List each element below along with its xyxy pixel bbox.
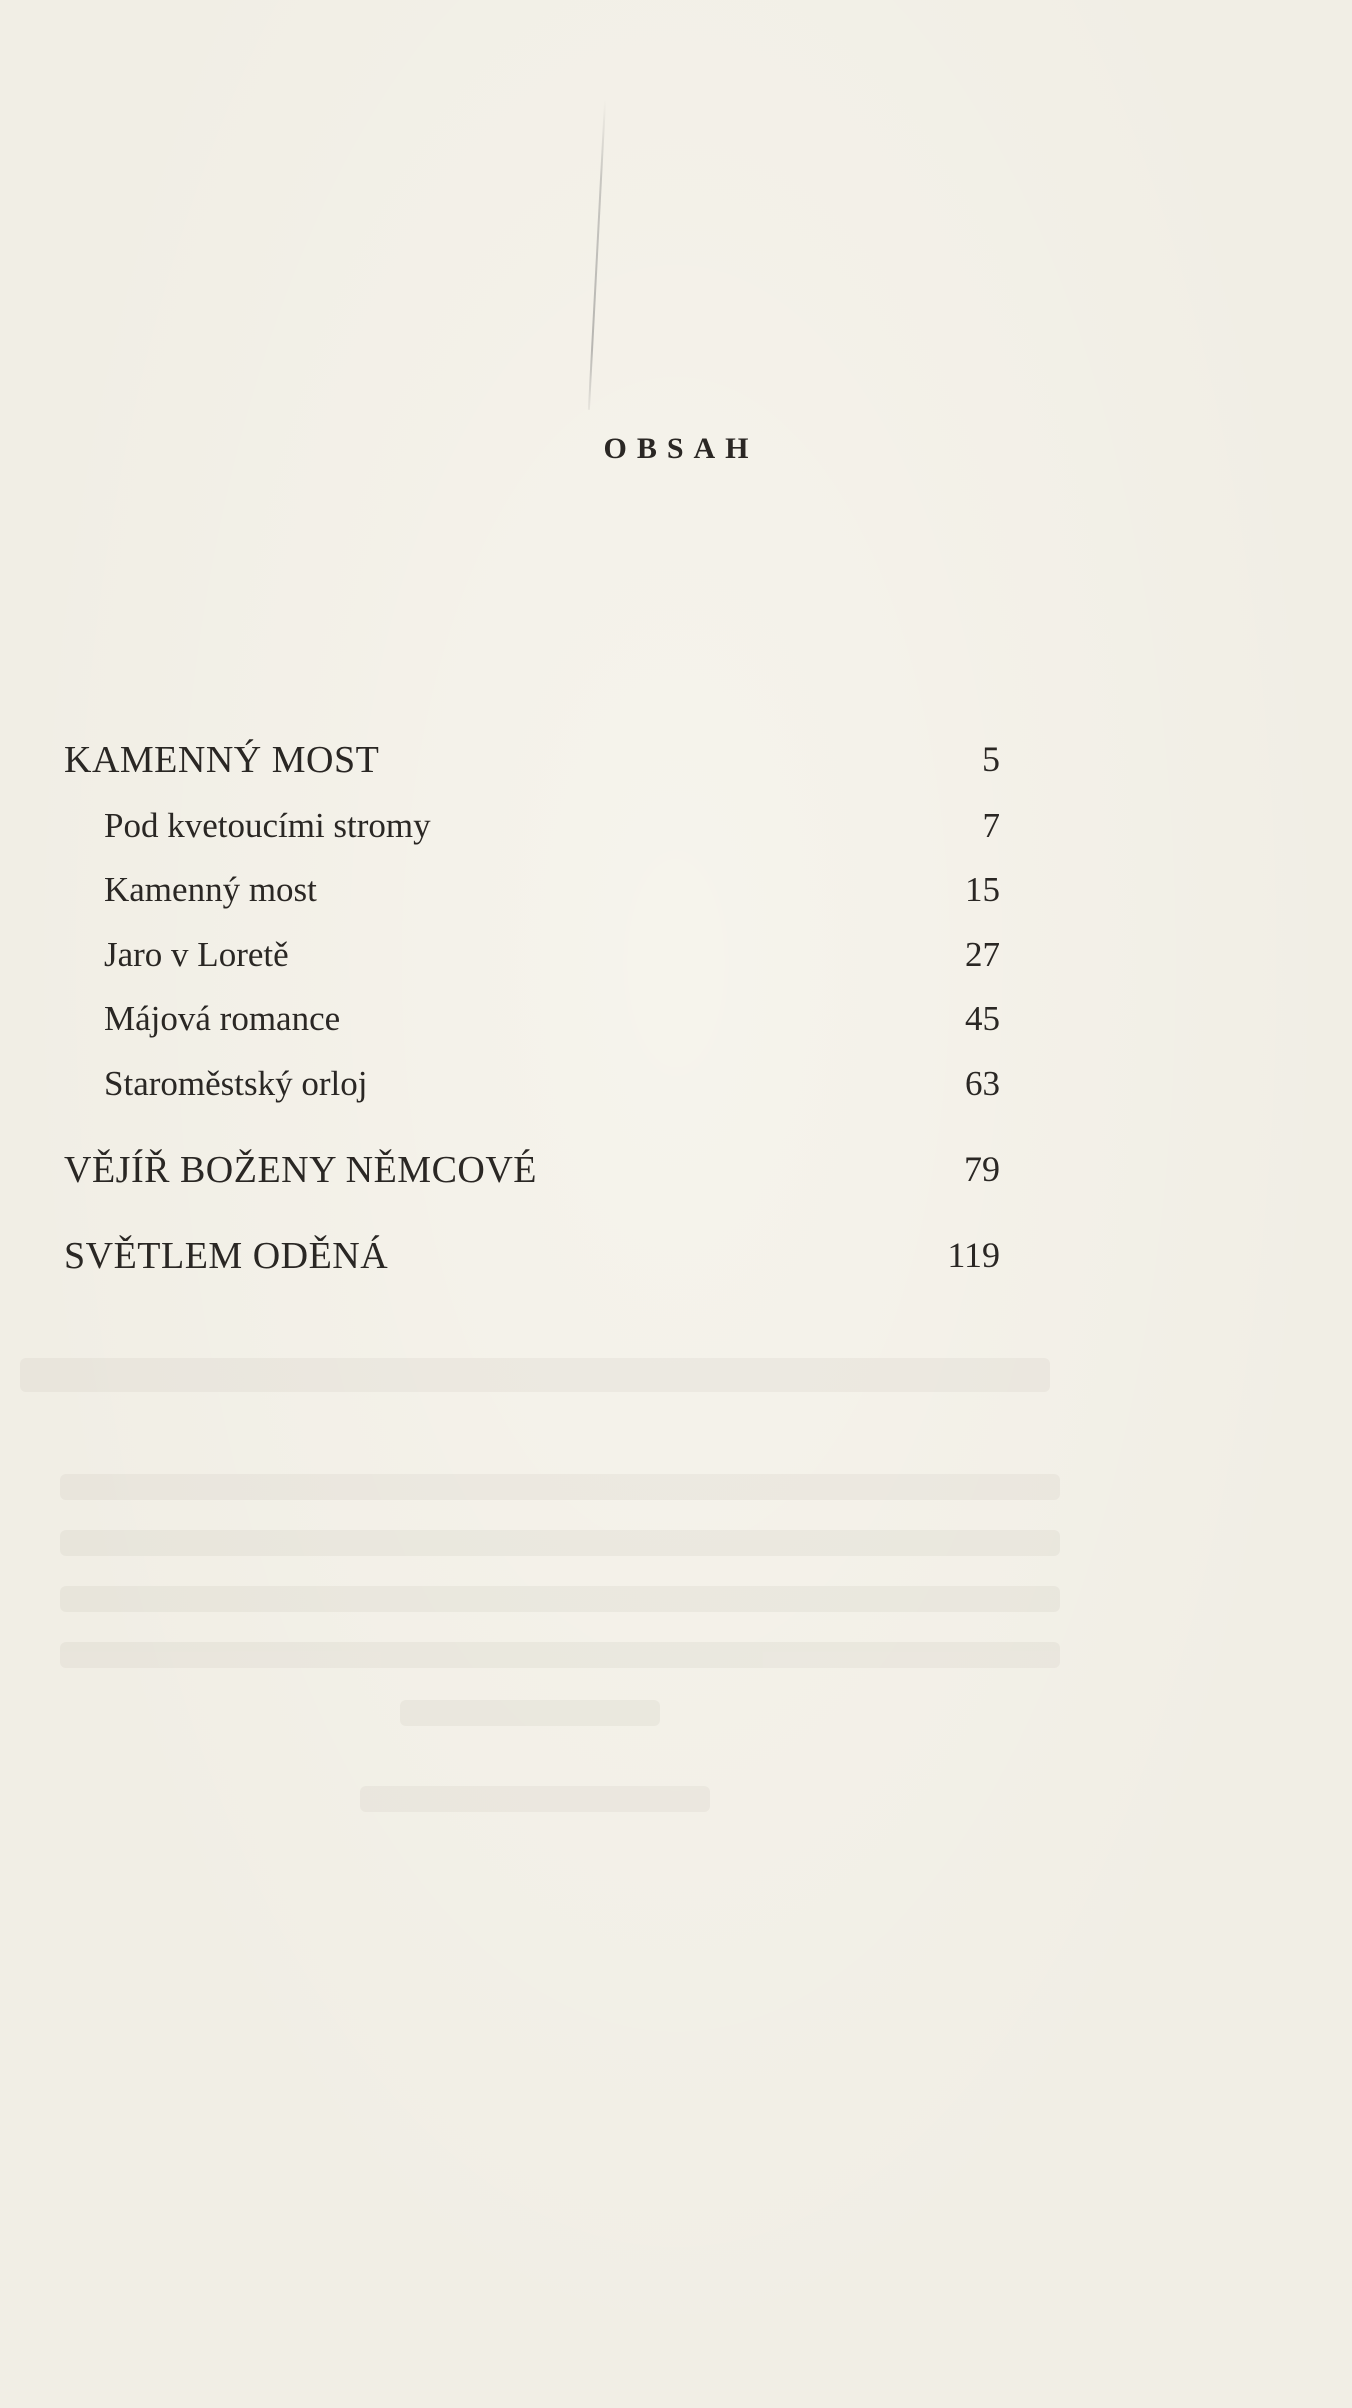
toc-entry-title: Jaro v Loretě (104, 935, 289, 974)
toc-entry-page: 45 (965, 999, 1000, 1038)
toc-entry (0, 738, 1352, 788)
reverse-page-show-through (0, 1340, 1352, 1840)
toc-entry (0, 935, 1352, 985)
toc-entry-page: 15 (965, 870, 1000, 909)
toc-entry (0, 999, 1352, 1049)
toc-entry-page: 27 (965, 935, 1000, 974)
toc-entry-page: 119 (947, 1235, 1000, 1275)
toc-entry (0, 1234, 1352, 1284)
toc-entry-title: SVĚTLEM ODĚNÁ (64, 1235, 389, 1277)
toc-entry-page: 7 (982, 806, 1000, 845)
toc-entry (0, 806, 1352, 856)
toc-entry-page: 5 (982, 739, 1000, 779)
toc-entry (0, 870, 1352, 920)
toc-entry-title: Májová romance (104, 999, 341, 1038)
toc-entry-title: Staroměstský orloj (104, 1064, 368, 1103)
toc-entry-title: Kamenný most (104, 870, 317, 909)
toc-entry-page: 79 (964, 1149, 1000, 1189)
toc-entry (0, 1148, 1352, 1198)
toc-entry-title: KAMENNÝ MOST (64, 739, 380, 781)
toc-entry-page: 63 (965, 1064, 1000, 1103)
toc-entry-title: VĚJÍŘ BOŽENY NĚMCOVÉ (64, 1149, 538, 1191)
page-title: OBSAH (603, 432, 759, 465)
toc-entry (0, 1064, 1352, 1114)
toc-entry-title: Pod kvetoucími stromy (104, 806, 431, 845)
pencil-mark (588, 100, 606, 410)
